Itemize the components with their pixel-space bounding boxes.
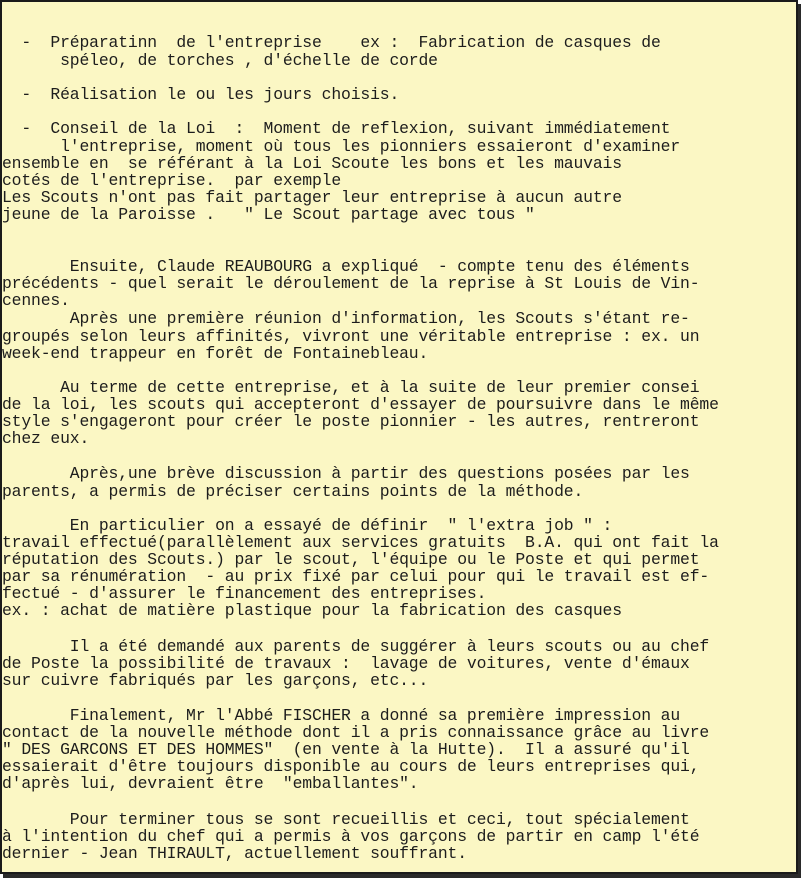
text-line: - Conseil de la Loi : Moment de reflexion, suivant immédiatement <box>2 119 671 138</box>
text-line: l'entreprise, moment où tous les pionniers essaieront d'examiner <box>2 137 681 156</box>
text-line: style s'engageront pour créer le poste pionnier - les autres, rentreront <box>2 412 700 431</box>
text-line: Ensuite, Claude REAUBOURG a expliqué - compte tenu des éléments <box>2 257 690 276</box>
text-line: Au terme de cette entreprise, et à la suite de leur premier consei <box>2 378 700 397</box>
text-line: spéleo, de torches , d'échelle de corde <box>2 51 438 70</box>
text-line: d'après lui, devraient être "emballantes". <box>2 774 419 793</box>
text-line: travail effectué(parallèlement aux services gratuits B.A. qui ont fait la <box>2 533 719 552</box>
text-line: - Préparatinn de l'entreprise ex : Fabrication de casques de <box>2 33 661 52</box>
text-line: contact de la nouvelle méthode dont il a pris connaissance grâce au livre <box>2 723 710 742</box>
text-line: week-end trappeur en forêt de Fontainebleau. <box>2 344 429 363</box>
text-line: groupés selon leurs affinités, vivront une véritable entreprise : ex. un <box>2 327 700 346</box>
text-line: de Poste la possibilité de travaux : lavage de voitures, vente d'émaux <box>2 654 690 673</box>
text-line: cennes. <box>2 291 70 310</box>
text-line: Finalement, Mr l'Abbé FISCHER a donné sa première impression au <box>2 706 681 725</box>
text-line: cotés de l'entreprise. par exemple <box>2 171 342 190</box>
text-line: - Réalisation le ou les jours choisis. <box>2 85 400 104</box>
text-line: précédents - quel serait le déroulement de la reprise à St Louis de Vin- <box>2 274 700 293</box>
text-line: dernier - Jean THIRAULT, actuellement souffrant. <box>2 844 467 863</box>
text-line: Les Scouts n'ont pas fait partager leur entreprise à aucun autre <box>2 188 622 207</box>
text-line: Il a été demandé aux parents de suggérer à leurs scouts ou au chef <box>2 637 710 656</box>
text-line: par sa rénumération - au prix fixé par celui pour qui le travail est ef- <box>2 567 710 586</box>
text-line: sur cuivre fabriqués par les garçons, etc... <box>2 671 429 690</box>
text-line: chez eux. <box>2 429 90 448</box>
text-line: parents, a permis de préciser certains points de la méthode. <box>2 482 584 501</box>
text-line: Pour terminer tous se sont recueillis et ceci, tout spécialement <box>2 810 690 829</box>
text-line: En particulier on a essayé de définir " l'extra job " : <box>2 516 613 535</box>
text-line: à l'intention du chef qui a permis à vos garçons de partir en camp l'été <box>2 827 700 846</box>
text-line: " DES GARCONS ET DES HOMMES" (en vente à la Hutte). Il a assuré qu'il <box>2 740 690 759</box>
text-line: ensemble en se référant à la Loi Scoute les bons et les mauvais <box>2 154 622 173</box>
text-line: ex. : achat de matière plastique pour la fabrication des casques <box>2 601 622 620</box>
text-line: fectué - d'assurer le financement des entreprises. <box>2 584 487 603</box>
text-line: Après,une brève discussion à partir des questions posées par les <box>2 464 690 483</box>
text-line: réputation des Scouts.) par le scout, l'équipe ou le Poste et qui permet <box>2 550 700 569</box>
text-line: jeune de la Paroisse . " Le Scout partage avec tous " <box>2 205 535 224</box>
text-line: Après une première réunion d'information, les Scouts s'étant re- <box>2 309 690 328</box>
text-line: de la loi, les scouts qui accepteront d'essayer de poursuivre dans le même <box>2 395 719 414</box>
text-line: essaierait d'être toujours disponible au cours de leurs entreprises qui, <box>2 757 700 776</box>
